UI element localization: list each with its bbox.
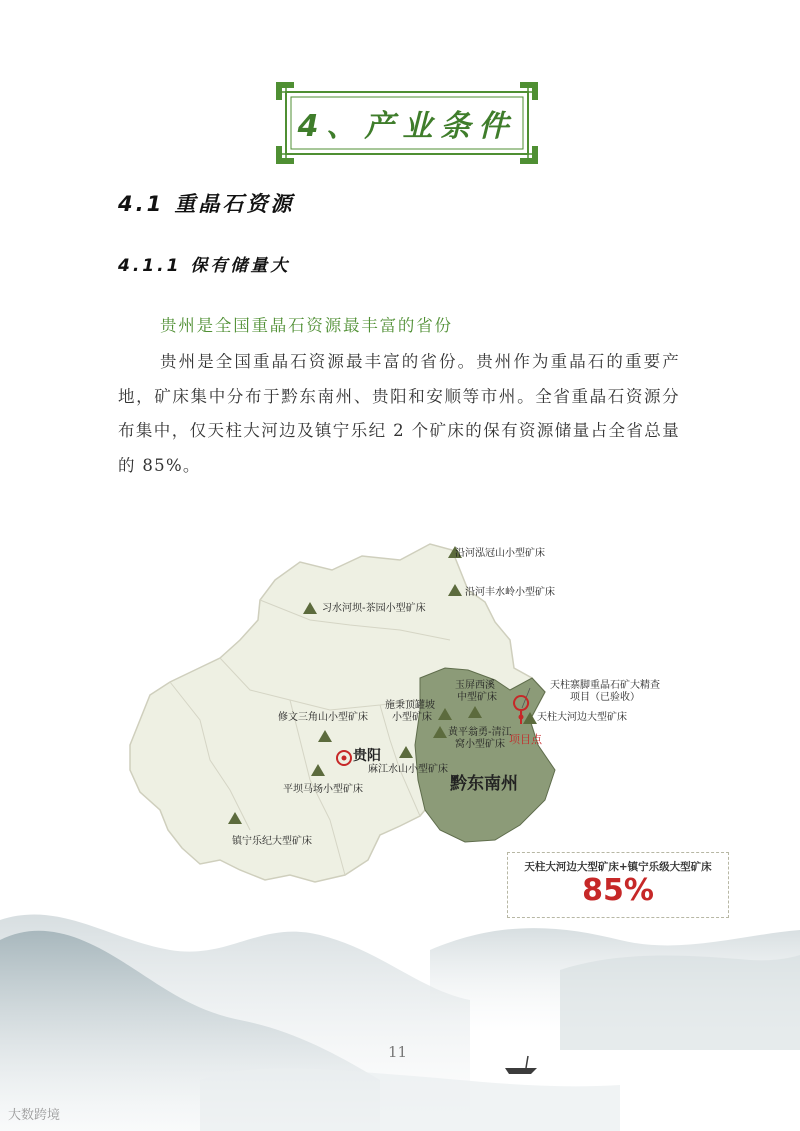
label-guiyang: 贵阳 xyxy=(353,748,381,764)
label-majiang: 麻江水山小型矿床 xyxy=(368,764,448,775)
chapter-title-frame xyxy=(274,80,540,166)
label-tianzhu-project: 天柱寨脚重晶石矿大精查 xyxy=(550,680,660,691)
chapter-title: 4、产业条件 xyxy=(297,109,517,144)
label-tianzhu-project-status: 项目（已验收） xyxy=(570,692,640,703)
label-xishui: 习水河坝-茶园小型矿床 xyxy=(322,603,426,614)
label-huangping-type: 窝小型矿床 xyxy=(455,739,505,750)
ink-landscape-decoration xyxy=(0,880,800,1131)
label-yanhe-fengshuiling: 沿河丰水岭小型矿床 xyxy=(465,587,555,598)
label-shibing-type: 小型矿床 xyxy=(392,712,432,723)
body-paragraph: 贵州是全国重晶石资源最丰富的省份。贵州作为重晶石的重要产地，矿床集中分布于黔东南州、贵阳和安顺等市州。全省重晶石资源分布集中，仅天柱大河边及镇宁乐纪 2 个矿床的保有资源储量占全省总量的 85%。 xyxy=(118,352,680,475)
label-project-point: 项目点 xyxy=(509,733,542,746)
page-number: 11 xyxy=(388,1043,408,1061)
label-yuping-type: 中型矿床 xyxy=(457,692,497,703)
subsection-heading: 4.1.1 保有储量大 xyxy=(118,256,291,276)
label-qiandongnan: 黔东南州 xyxy=(450,774,518,794)
callout-caption: 天柱大河边大型矿床+镇宁乐级大型矿床 xyxy=(524,861,712,873)
section-heading: 4.1 重晶石资源 xyxy=(118,192,295,216)
guizhou-map xyxy=(100,530,760,890)
label-yuping: 玉屏西溪 xyxy=(455,680,495,691)
label-pingba: 平坝马场小型矿床 xyxy=(283,784,363,795)
label-yanhe-hongguanshan: 沿河泓冠山小型矿床 xyxy=(455,548,545,559)
boat-icon xyxy=(505,1068,537,1074)
label-xiuwen: 修文三角山小型矿床 xyxy=(278,712,368,723)
highlight-sentence: 贵州是全国重晶石资源最丰富的省份 xyxy=(160,316,453,335)
label-zhenning: 镇宁乐纪大型矿床 xyxy=(232,836,312,847)
callout-value: 85% xyxy=(582,873,654,908)
label-shibing: 施秉顶罐坡 xyxy=(385,700,435,711)
label-huangping: 黄平翁勇-清江 xyxy=(448,727,512,738)
watermark: 大数跨境 xyxy=(8,1108,61,1123)
label-tianzhu-dahebian: 天柱大河边大型矿床 xyxy=(537,712,627,723)
